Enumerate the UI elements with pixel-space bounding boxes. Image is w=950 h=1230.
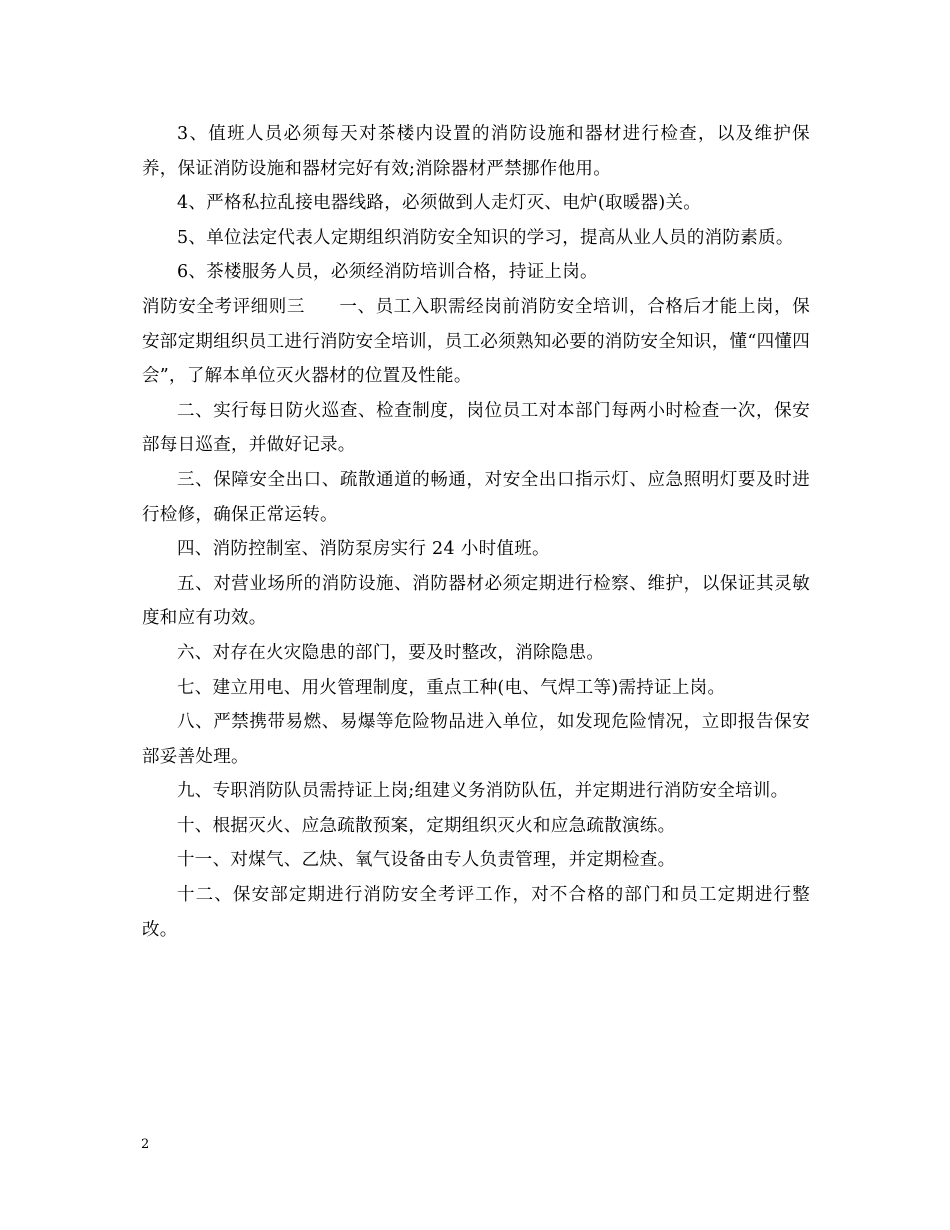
- page-number: 2: [141, 1137, 150, 1152]
- section-item-11: 十一、对煤气、乙炔、氧气设备由专人负责管理，并定期检查。: [177, 850, 676, 871]
- section-item-3: 三、保障安全出口、疏散通道的畅通，对安全出口指示灯、应急照明灯要及时进行检修，确保正常运转。: [142, 469, 810, 525]
- document-body: [142, 117, 810, 947]
- section-item-7: 七、建立用电、用火管理制度，重点工种(电、气焊工等)需持证上岗。: [177, 677, 726, 698]
- section-item-10: 十、根据灭火、应急疏散预案，定期组织灭火和应急疏散演练。: [177, 815, 676, 836]
- section-item-6: 六、对存在火灾隐患的部门，要及时整改，消除隐患。: [177, 642, 605, 663]
- section-item-12: 十二、保安部定期进行消防安全考评工作，对不合格的部门和员工定期进行整改。: [142, 885, 810, 940]
- section-title: 消防安全考评细则三: [142, 296, 306, 317]
- paragraph-item-5: 5、单位法定代表人定期组织消防安全知识的学习，提高从业人员的消防素质。: [177, 227, 794, 248]
- paragraph-item-3: 3、值班人员必须每天对茶楼内设置的消防设施和器材进行检查，以及维护保养，保证消防设施和器材完好有效;消除器材严禁挪作他用。: [142, 124, 810, 179]
- section-item-8: 八、严禁携带易燃、易爆等危险物品进入单位，如发现危险情况，立即报告保安部妥善处理。: [142, 712, 810, 767]
- paragraph-item-6: 6、茶楼服务人员，必须经消防培训合格，持证上岗。: [177, 262, 598, 283]
- section-item-1: 一、员工入职需经岗前消防安全培训，合格后才能上岗，保安部定期组织员工进行消防安全培训，员工必须熟知必要的消防安全知识，懂“四懂四会”，了解本单位灭火器材的位置及性能。: [142, 296, 810, 387]
- paragraph-item-4: 4、严格私拉乱接电器线路，必须做到人走灯灭、电炉(取暖器)关。: [177, 193, 702, 214]
- section-item-5: 五、对营业场所的消防设施、消防器材必须定期进行检察、维护，以保证其灵敏度和应有功效。: [142, 573, 810, 629]
- section-item-4: 四、消防控制室、消防泵房实行 24 小时值班。: [177, 539, 550, 560]
- section-item-2: 二、实行每日防火巡查、检查制度，岗位员工对本部门每两小时检查一次，保安部每日巡查，并做好记录。: [142, 400, 810, 456]
- section-item-9: 九、专职消防队员需持证上岗;组建义务消防队伍，并定期进行消防安全培训。: [177, 781, 789, 802]
- section-paragraph: [142, 290, 810, 394]
